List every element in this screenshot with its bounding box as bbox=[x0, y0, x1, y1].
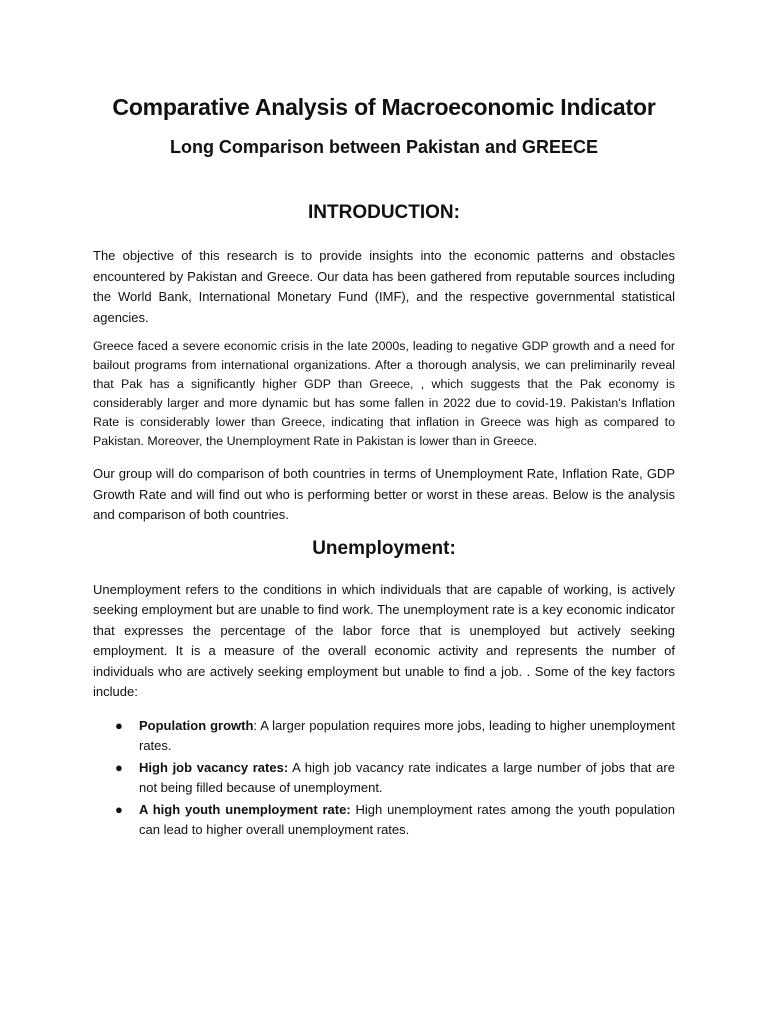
factor-term: Population growth bbox=[139, 717, 254, 733]
bullet-icon: ● bbox=[115, 759, 123, 775]
introduction-paragraph-3: Our group will do comparison of both countries in terms of Unemployment Rate, Inflation Rate, GDP Growth Rate and will find out who is performing better or worst in these areas. Below is the analysis and comparison of both countries. bbox=[93, 466, 675, 522]
document-subtitle: Long Comparison between Pakistan and GREECE bbox=[169, 137, 599, 157]
list-item bbox=[93, 716, 675, 757]
unemployment-heading: Unemployment: bbox=[312, 537, 456, 559]
document-title: Comparative Analysis of Macroeconomic Indicator bbox=[112, 94, 656, 120]
key-factors-list bbox=[93, 716, 675, 841]
factor-text: High unemployment rates among the youth population can lead to higher overall unemployment rates. bbox=[139, 801, 675, 837]
list-item bbox=[93, 800, 675, 841]
document-content bbox=[93, 88, 675, 842]
factor-text: A larger population requires more jobs, leading to higher unemployment rates. bbox=[139, 717, 676, 753]
bullet-icon: ● bbox=[115, 801, 123, 817]
unemployment-paragraph: Unemployment refers to the conditions in which individuals that are capable of working, is actively seeking employment but are unable to find work. The unemployment rate is a key economic indicator that expresses the percentage of the labor force that is unemployed but actively seeking employment. It is a measure of the overall economic activity and represents the number of individuals who are actively seeking employment but unable to find a job. . Some of the key factors include: bbox=[93, 581, 675, 699]
introduction-paragraph-2: Greece faced a severe economic crisis in the late 2000s, leading to negative GDP growth and a need for bailout programs from international organizations. After a thorough analysis, we can preliminarily reveal that Pak has a significantly higher GDP than Greece, , which suggests that the Pak economy is considerably larger and more dynamic but has some fallen in 2022 due to covid-19. Pakistan's Inflation Rate is considerably lower than Greece, indicating that inflation in Greece was high as compared to Pakistan. Moreover, the Unemployment Rate in Pakistan is lower than in Greece. bbox=[93, 339, 675, 448]
bullet-icon: ● bbox=[115, 717, 123, 733]
factor-separator: : bbox=[253, 717, 258, 733]
factor-term: A high youth unemployment rate: bbox=[139, 801, 351, 817]
introduction-heading: INTRODUCTION: bbox=[308, 202, 460, 223]
list-item bbox=[93, 758, 675, 799]
factor-term: High job vacancy rates: bbox=[139, 759, 289, 775]
factor-text: A high job vacancy rate indicates a large number of jobs that are not being filled because of unemployment. bbox=[139, 759, 675, 795]
introduction-paragraph-1: The objective of this research is to provide insights into the economic patterns and obstacles encountered by Pakistan and Greece. Our data has been gathered from reputable sources including the World Bank, International Monetary Fund (IMF), and the respective governmental statistical agencies. bbox=[93, 248, 675, 325]
